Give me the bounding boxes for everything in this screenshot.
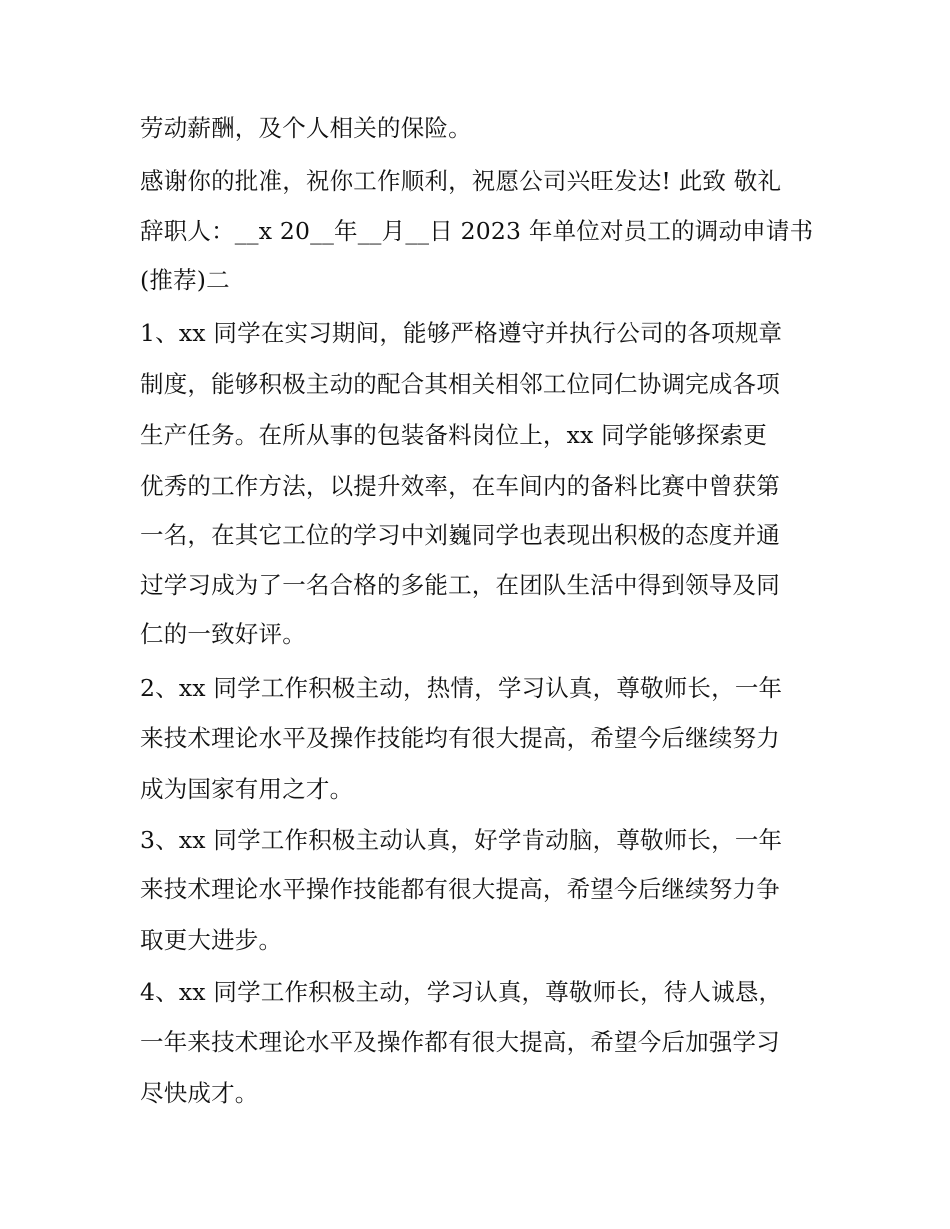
text-line: 过学习成为了一名合格的多能工，在团队生活中得到领导及同 bbox=[140, 571, 780, 599]
text-line: 辞职人：__x 20__年__月__日 2023 年单位对员工的调动申请书 bbox=[140, 217, 814, 245]
text-line: 1、xx 同学在实习期间，能够严格遵守并执行公司的各项规章 bbox=[140, 319, 783, 347]
text-line: 4、xx 同学工作积极主动，学习认真，尊敬师长，待人诚恳， bbox=[140, 978, 783, 1006]
text-line: 取更大进步。 bbox=[140, 926, 283, 954]
text-line: 仁的一致好评。 bbox=[140, 620, 306, 648]
text-line: 来技术理论水平及操作技能均有很大提高，希望今后继续努力 bbox=[140, 724, 780, 752]
text-line: 感谢你的批准，祝你工作顺利，祝愿公司兴旺发达! 此致 敬礼 bbox=[140, 167, 782, 195]
text-line: 生产任务。在所从事的包装备料岗位上，xx 同学能够探索更 bbox=[140, 421, 768, 449]
text-line: 制度，能够积极主动的配合其相关相邻工位同仁协调完成各项 bbox=[140, 370, 780, 398]
text-line: 成为国家有用之才。 bbox=[140, 775, 354, 803]
text-line: 优秀的工作方法，以提升效率，在车间内的备料比赛中曾获第 bbox=[140, 472, 780, 500]
text-line: 来技术理论水平操作技能都有很大提高，希望今后继续努力争 bbox=[140, 875, 780, 903]
text-line: (推荐)二 bbox=[140, 266, 230, 294]
text-line: 2、xx 同学工作积极主动，热情，学习认真，尊敬师长，一年 bbox=[140, 674, 783, 702]
text-line: 一年来技术理论水平及操作都有很大提高，希望今后加强学习 bbox=[140, 1028, 780, 1056]
text-line: 劳动薪酬，及个人相关的保险。 bbox=[140, 114, 472, 142]
text-line: 尽快成才。 bbox=[140, 1079, 259, 1107]
text-line: 一名，在其它工位的学习中刘巍同学也表现出积极的态度并通 bbox=[140, 521, 780, 549]
text-line: 3、xx 同学工作积极主动认真，好学肯动脑，尊敬师长，一年 bbox=[140, 826, 783, 854]
